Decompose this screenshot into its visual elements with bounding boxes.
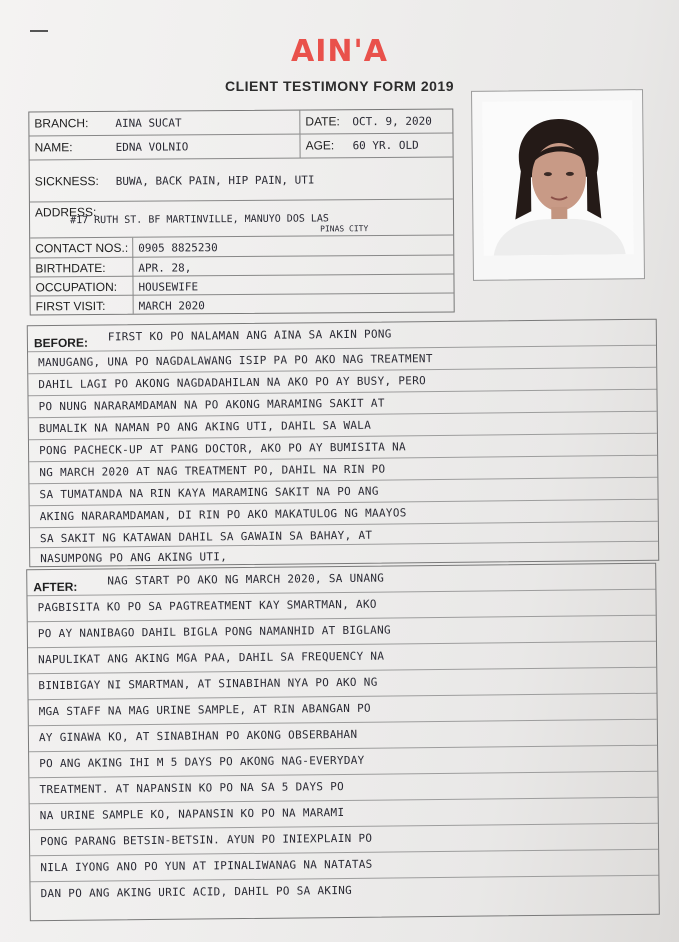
birthdate-value: APR. 28, xyxy=(138,261,192,275)
after-line: DAN PO ANG AKING URIC ACID, DAHIL PO SA AKING xyxy=(40,883,353,901)
after-line: MGA STAFF NA MAG URINE SAMPLE, AT RIN ABANGAN PO xyxy=(38,701,372,719)
client-photo xyxy=(482,100,634,256)
sickness-value: BUWA, BACK PAIN, HIP PAIN, UTI xyxy=(115,173,315,188)
row-first-visit xyxy=(31,294,454,316)
after-line: NAG START PO AKO NG MARCH 2020, SA UNANG xyxy=(107,571,385,588)
row-name-age xyxy=(29,134,452,161)
after-line: NAPULIKAT ANG AKING MGA PAA, DAHIL SA FREQUENCY NA xyxy=(38,649,385,667)
before-line: BUMALIK NA NAMAN PO ANG AKING UTI, DAHIL SA WALA xyxy=(38,418,372,436)
name-label: NAME: xyxy=(34,140,73,155)
age-value: 60 YR. OLD xyxy=(352,138,419,153)
address-label: ADDRESS: xyxy=(34,205,97,220)
birthdate-label: BIRTHDATE: xyxy=(35,260,106,276)
after-line: TREATMENT. AT NAPANSIN KO PO NA SA 5 DAYS PO xyxy=(39,779,345,797)
pen-mark xyxy=(30,30,48,32)
row-branch-date xyxy=(29,110,452,137)
after-line: AY GINAWA KO, AT SINABIHAN PO AKONG OBSERBAHAN xyxy=(38,727,358,745)
age-label: AGE: xyxy=(305,138,335,153)
row-sickness xyxy=(30,158,453,203)
after-line: NILA IYONG ANO PO YUN AT IPINALIWANAG NA NATATAS xyxy=(40,857,373,875)
date-value: OCT. 9, 2020 xyxy=(352,114,432,129)
after-line: BINIBIGAY NI SMARTMAN, AT SINABIHAN NYA PO AKO NG xyxy=(38,675,378,693)
contact-label: CONTACT NOS.: xyxy=(35,240,129,256)
after-line: PAGBISITA KO PO SA PAGTREATMENT KAY SMARTMAN, AKO xyxy=(37,597,377,615)
before-line: SA TUMATANDA NA RIN KAYA MARAMING SAKIT NA PO ANG xyxy=(39,484,379,502)
first-visit-label: FIRST VISIT: xyxy=(35,298,106,314)
before-section xyxy=(27,319,659,568)
before-line: SA SAKIT NG KATAWAN DAHIL SA GAWAIN SA BAHAY, AT xyxy=(39,528,373,546)
sickness-label: SICKNESS: xyxy=(34,173,99,189)
after-line: PO AY NANIBAGO DAHIL BIGLA PONG NAMANHID AT BIGLANG xyxy=(37,623,391,641)
address-value-city: PINAS CITY xyxy=(320,224,369,234)
branch-value: AINA SUCAT xyxy=(115,116,182,130)
before-line: AKING NARARAMDAMAN, DI RIN PO AKO MAKATULOG NG MAAYOS xyxy=(39,506,407,524)
after-line: PO ANG AKING IHI M 5 DAYS PO AKONG NAG-EVERYDAY xyxy=(39,753,365,771)
form-title: CLIENT TESTIMONY FORM 2019 xyxy=(225,78,454,94)
name-value: EDNA VOLNIO xyxy=(115,140,189,154)
first-visit-value: MARCH 2020 xyxy=(138,299,205,313)
date-label: DATE: xyxy=(305,114,340,129)
after-label: AFTER: xyxy=(33,579,78,595)
before-line: PONG PACHECK-UP AT PANG DOCTOR, AKO PO AY BUMISITA NA xyxy=(38,440,407,458)
address-value: #17 RUTH ST. BF MARTINVILLE, MANUYO DOS LAS xyxy=(70,213,329,227)
client-photo-frame xyxy=(471,89,645,281)
contact-value: 0905 8825230 xyxy=(138,241,218,255)
branch-label: BRANCH: xyxy=(34,116,89,131)
after-line: NA URINE SAMPLE KO, NAPANSIN KO PO NA MARAMI xyxy=(39,805,345,823)
occupation-value: HOUSEWIFE xyxy=(138,280,199,294)
before-line: FIRST KO PO NALAMAN ANG AINA SA AKIN PONG xyxy=(107,327,392,344)
before-label: BEFORE: xyxy=(33,335,89,351)
client-info-table xyxy=(28,109,454,316)
occupation-label: OCCUPATION: xyxy=(35,279,118,295)
before-line: NASUMPONG PO ANG AKING UTI, xyxy=(40,550,228,566)
after-line: PONG PARANG BETSIN-BETSIN. AYUN PO INIEXPLAIN PO xyxy=(39,831,373,849)
row-address xyxy=(30,200,453,239)
before-line: DAHIL LAGI PO AKONG NAGDADAHILAN NA AKO PO AY BUSY, PERO xyxy=(38,374,427,392)
after-section xyxy=(26,563,660,922)
before-line: NG MARCH 2020 AT NAG TREATMENT PO, DAHIL NA RIN PO xyxy=(39,462,386,480)
aina-logo: AIN'A xyxy=(291,34,388,69)
before-line: MANUGANG, UNA PO NAGDALAWANG ISIP PA PO AKO NAG TREATMENT xyxy=(38,352,433,370)
before-line: PO NUNG NARARAMDAMAN NA PO AKONG MARAMING SAKIT AT xyxy=(38,396,385,414)
